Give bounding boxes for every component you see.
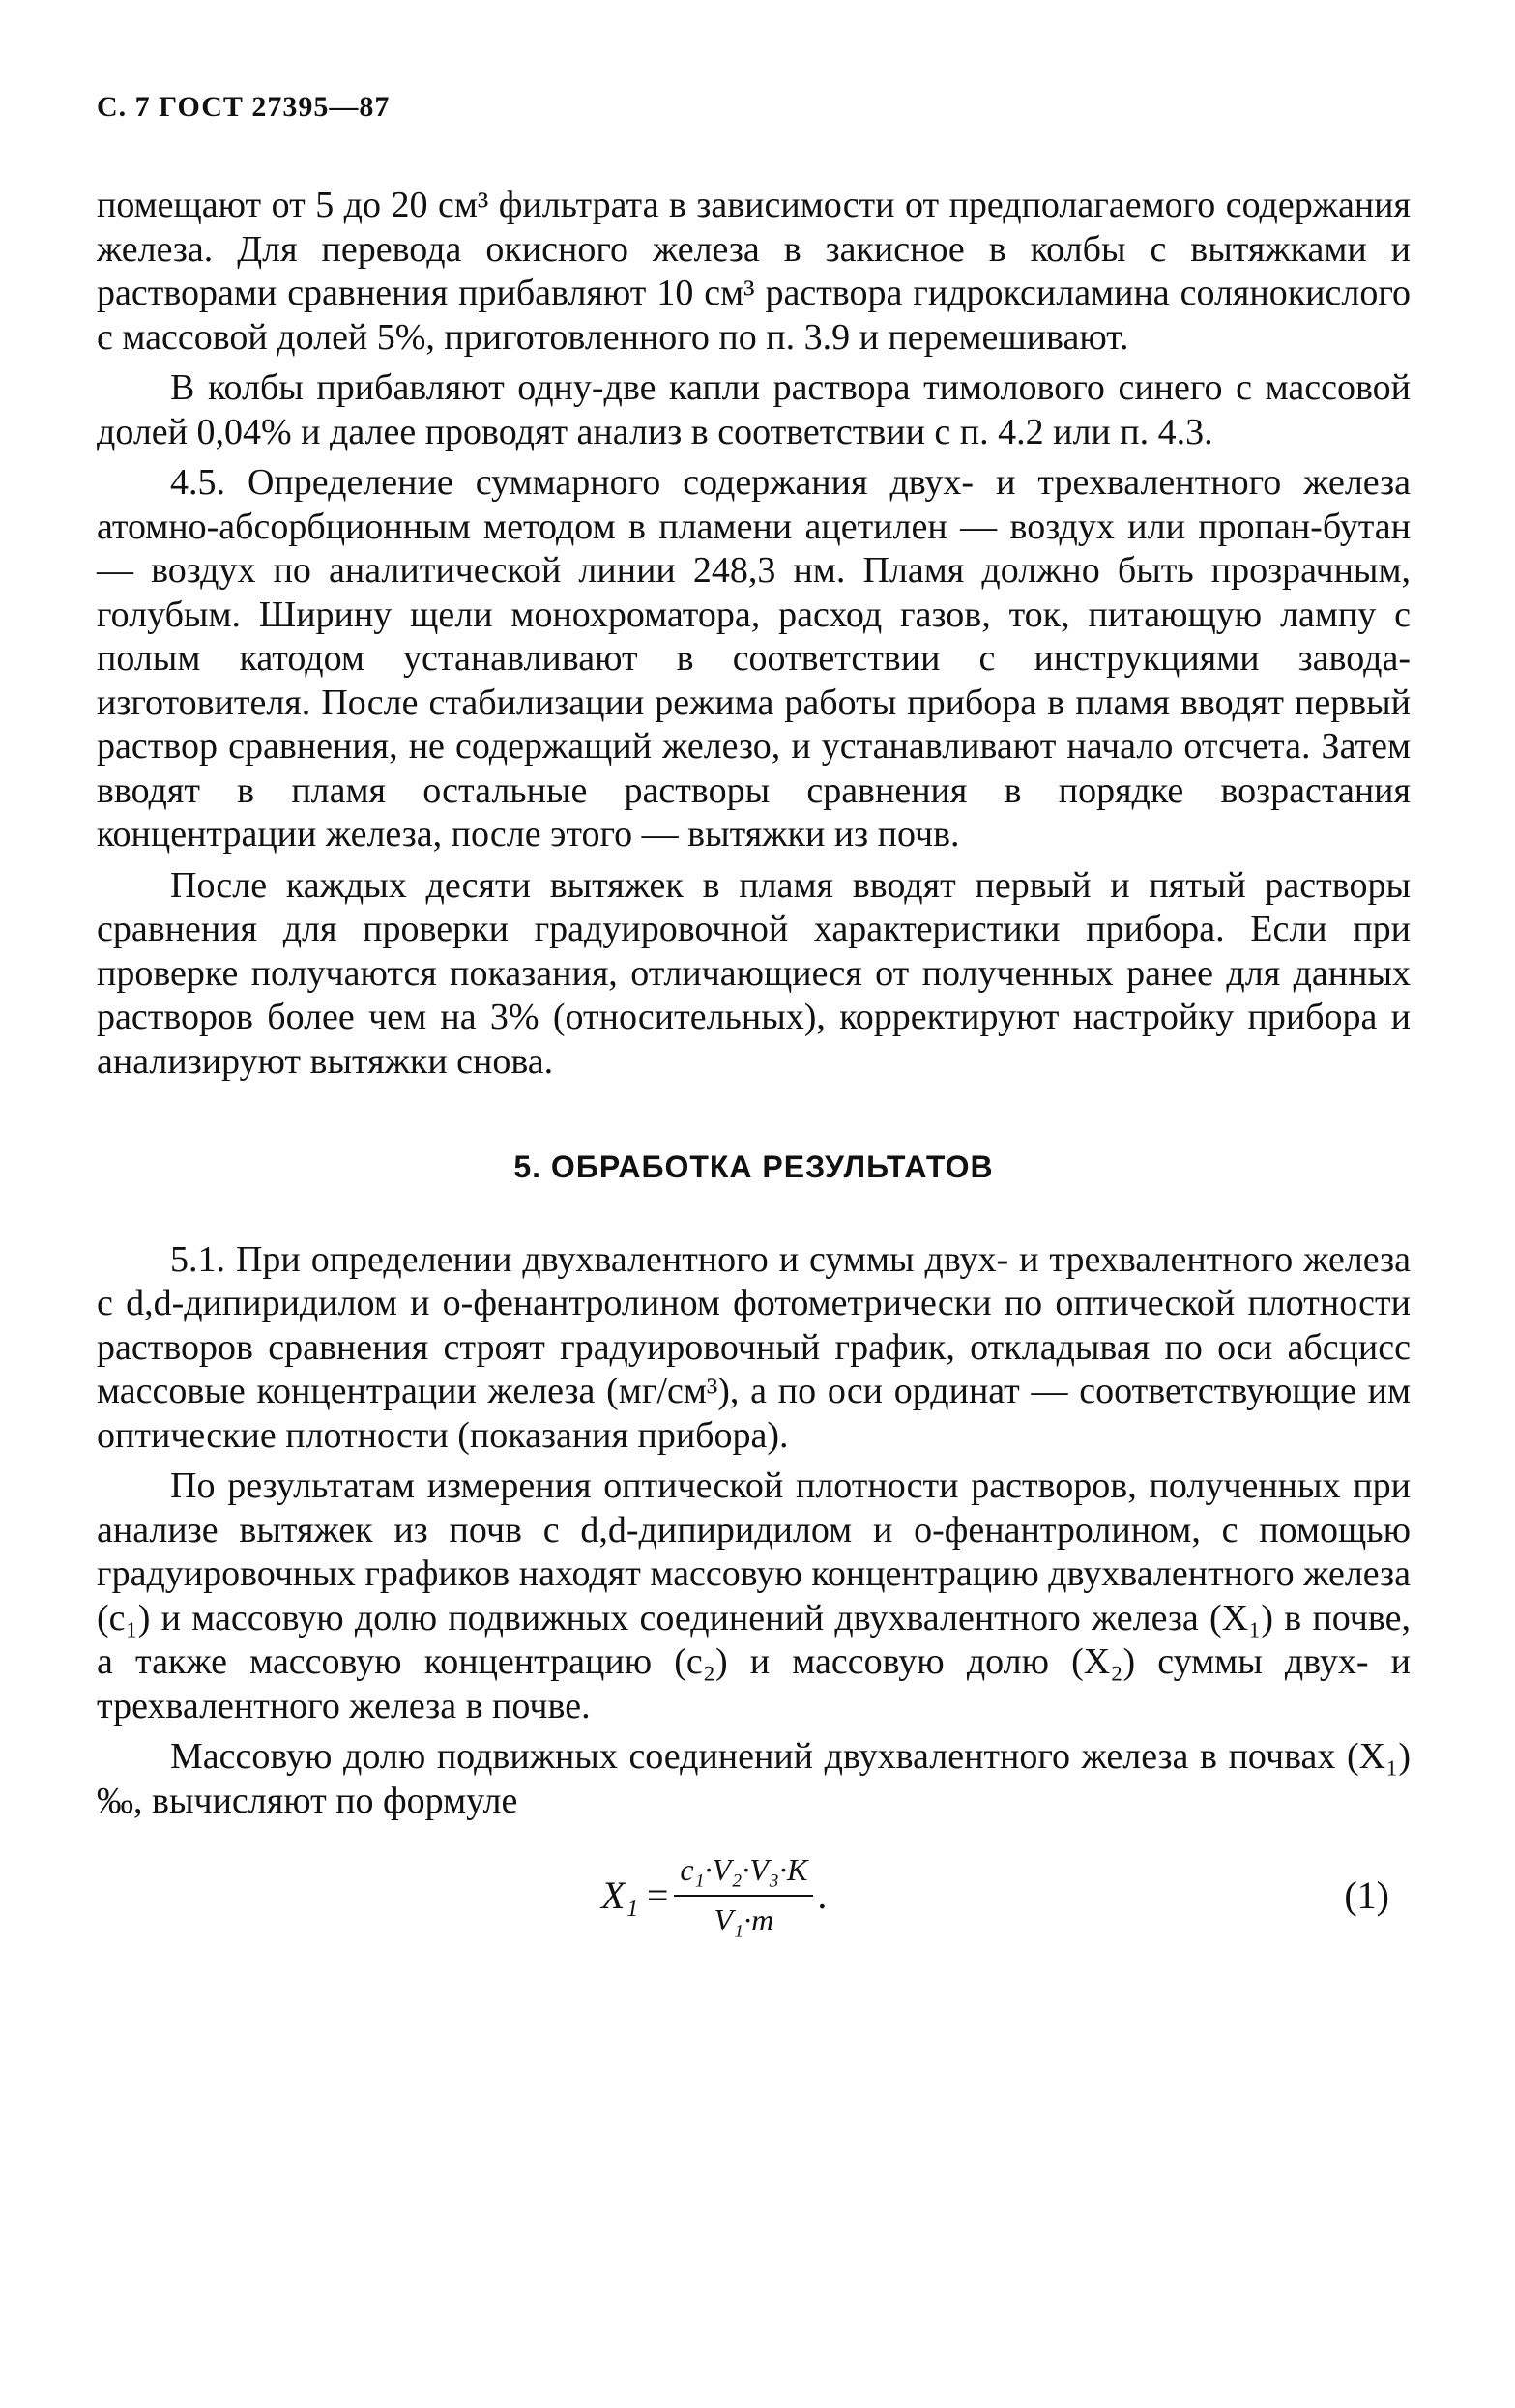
formula-equals: = <box>644 1872 671 1917</box>
body-text <box>97 184 1411 1964</box>
formula-fraction <box>674 1848 813 1942</box>
paragraph: В колбы прибавляют одну-две капли раствора тимолового синего с массовой долей 0,04% и далее проводят анализ в соответствии с п. 4.2 или п. 4.3. <box>97 367 1411 452</box>
formula-numerator: c₁·V₂·V₃·K <box>674 1848 813 1897</box>
paragraph: По результатам измерения оптической плотности растворов, полученных при анализе вытяжек из почв с d,d-дипиридилом и о-фенантролином, с помощью градуировочных графиков находят массовую концентрацию двухвалентного железа (c₁) и массовую долю подвижных соединений двухвалентного железа (X₁) в почве, а также массовую концентрацию (c₂) и массовую долю (X₂) суммы двух- и трехвалентного железа в почве. <box>97 1465 1411 1726</box>
section-heading: 5. ОБРАБОТКА РЕЗУЛЬТАТОВ <box>513 1149 994 1184</box>
paragraph: 5.1. При определении двухвалентного и суммы двух- и трехвалентного железа с d,d-дипиридилом и о-фенантролином фотометрически по оптической плотности растворов сравнения строят градуировочный график, откладывая по оси абсцисс массовые концентрации железа (мг/см³), а по оси ординат — соответствующие им оптические плотности (показания прибора). <box>97 1238 1411 1456</box>
running-head: С. 7 ГОСТ 27395—87 <box>97 91 391 123</box>
paragraph: Массовую долю подвижных соединений двухвалентного железа в почвах (X₁) ‰, вычисляют по формуле <box>97 1736 1411 1821</box>
formula-trailing: . <box>817 1872 828 1917</box>
paragraph: 4.5. Определение суммарного содержания двух- и трехвалентного железа атомно-абсорбционным методом в пламени ацетилен — воздух или пропан-бутан — воздух по аналитической линии 248,3 нм. Пламя должно быть прозрачным, голубым. Ширину щели монохроматора, расход газов, ток, питающую лампу с полым катодом устанавливают в соответствии с инструкциями завода-изготовителя. После стабилизации режима работы прибора в пламя вводят первый раствор сравнения, не содержащий железо, и устанавливают начало отсчета. Затем вводят в пламя остальные растворы сравнения в порядке возрастания концентрации железа, после этого — вытяжки из почв. <box>97 462 1411 855</box>
formula-number: (1) <box>1344 1873 1389 1917</box>
formula-lhs: X₁ <box>601 1872 639 1917</box>
formula-row <box>97 1848 1411 1964</box>
paragraph: помещают от 5 до 20 см³ фильтрата в зависимости от предполагаемого содержания железа. Для перевода окисного железа в закисное в колбы с вытяжками и растворами сравнения прибавляют 10 см³ раствора гидроксиламина солянокислого с массовой долей 5%, приготовленного по п. 3.9 и перемешивают. <box>97 185 1411 358</box>
paragraph: После каждых десяти вытяжек в пламя вводят первый и пятый растворы сравнения для проверки градуировочной характеристики прибора. Если при проверке получаются показания, отличающиеся от полученных ранее для данных растворов более чем на 3% (относительных), корректируют настройку прибора и анализируют вытяжки снова. <box>97 864 1411 1082</box>
formula-denominator: V₁·m <box>714 1901 774 1937</box>
formula <box>601 1848 827 1942</box>
